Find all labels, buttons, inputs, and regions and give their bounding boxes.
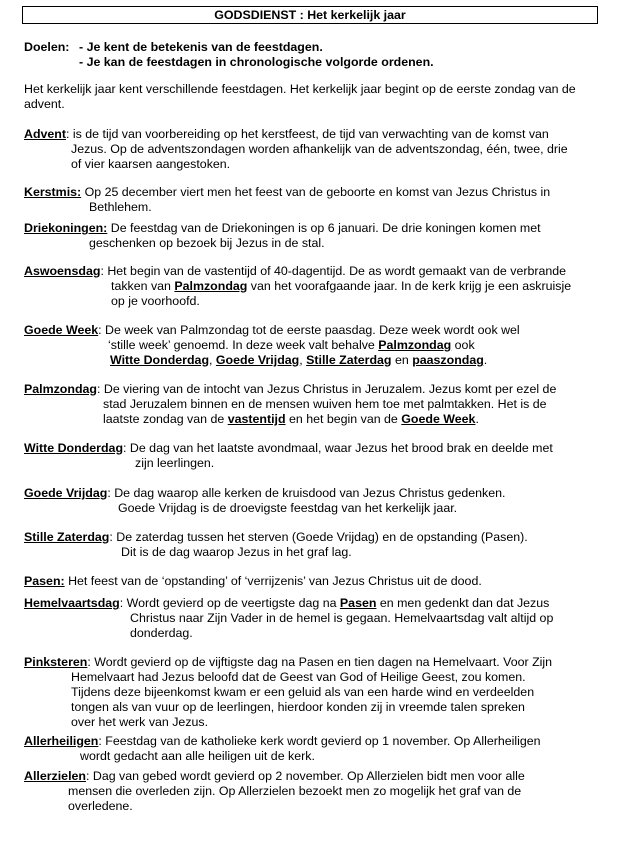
term-palmzondag: Palmzondag: [24, 382, 97, 396]
entry-text: : De dag van het laatste avondmaal, waar Jezus het brood brak en deelde met: [123, 441, 553, 455]
entry-driekoningen: [24, 221, 584, 251]
entry-text: Jezus. Op de adventszondagen worden afhankelijk van de adventszondag, één, twee, drie: [71, 142, 568, 156]
ref-witte-donderdag: Witte Donderdag: [110, 353, 210, 367]
goal-item: - Je kan de feestdagen in chronologische volgorde ordenen.: [79, 55, 434, 69]
ref-stille-zaterdag: Stille Zaterdag: [306, 353, 392, 367]
ref-paaszondag: paaszondag: [412, 353, 484, 367]
entry-goede-week: [24, 323, 584, 368]
entry-text: en men gedenkt dan dat Jezus: [376, 596, 550, 610]
separator: .: [483, 353, 488, 367]
entry-text: Op 25 december viert men het feest van de geboorte en komst van Jezus Christus in: [81, 185, 551, 199]
ref-pasen: Pasen: [339, 596, 377, 610]
ref-vastentijd: vastentijd: [227, 412, 286, 426]
entry-text: overledene.: [68, 799, 133, 813]
entry-text: : Feestdag van de katholieke kerk wordt gevierd op 1 november. Op Allerheiligen: [98, 734, 541, 748]
entry-pinksteren: [24, 655, 584, 730]
term-advent: Advent: [24, 127, 66, 141]
entry-text: ‘stille week’ genoemd. In deze week valt behalve: [108, 338, 379, 352]
entry-text: : Wordt gevierd op de veertigste dag na: [119, 596, 340, 610]
entry-text: Tijdens deze bijeenkomst kwam er een geluid als van een harde wind en verdeelden: [71, 685, 535, 699]
page-title: GODSDIENST : Het kerkelijk jaar: [22, 6, 598, 24]
entry-text: : Wordt gevierd op de vijftigste dag na Pasen en tien dagen na Hemelvaart. Voor Zijn: [87, 655, 553, 669]
entry-text: : Dag van gebed wordt gevierd op 2 november. Op Allerzielen bidt men voor alle: [85, 769, 525, 783]
separator: en: [391, 353, 413, 367]
term-goede-vrijdag: Goede Vrijdag: [24, 486, 108, 500]
entry-aswoensdag: [24, 264, 584, 309]
term-driekoningen: Driekoningen:: [24, 221, 108, 235]
entry-text: : is de tijd van voorbereiding op het kerstfeest, de tijd van verwachting van de komst van: [66, 127, 549, 141]
entry-text: Christus naar Zijn Vader in de hemel is gegaan. Hemelvaartsdag valt altijd op: [130, 611, 554, 625]
entry-palmzondag: [24, 382, 584, 427]
entry-witte-donderdag: [24, 441, 584, 471]
entry-text: en het begin van de: [285, 412, 402, 426]
term-stille-zaterdag: Stille Zaterdag: [24, 530, 110, 544]
entry-text: : De zaterdag tussen het sterven (Goede Vrijdag) en de opstanding (Pasen).: [109, 530, 528, 544]
entry-text: zijn leerlingen.: [135, 456, 215, 470]
entry-stille-zaterdag: [24, 530, 584, 560]
goal-item: - Je kent de betekenis van de feestdagen.: [79, 40, 323, 54]
entry-text: ook: [451, 338, 475, 352]
ref-palmzondag: Palmzondag: [174, 279, 248, 293]
separator: ,: [299, 353, 307, 367]
entry-text: : De dag waarop alle kerken de kruisdood van Jezus Christus gedenken.: [107, 486, 506, 500]
entry-kerstmis: [24, 185, 584, 215]
entry-text: wordt gedacht aan alle heiligen uit de kerk.: [80, 749, 315, 763]
ref-palmzondag: Palmzondag: [378, 338, 452, 352]
entry-text: op je voorhoofd.: [111, 294, 200, 308]
entry-text: Dit is de dag waarop Jezus in het graf lag.: [121, 545, 352, 559]
entry-text: stad Jeruzalem binnen en de mensen wuiven hem toe met palmtakken. Het is de: [103, 397, 547, 411]
entry-advent: [24, 127, 584, 172]
term-allerzielen: Allerzielen: [24, 769, 86, 783]
entry-text: : Het begin van de vastentijd of 40-dagentijd. De as wordt gemaakt van de verbrande: [100, 264, 567, 278]
term-pinksteren: Pinksteren: [24, 655, 88, 669]
entry-text: Bethlehem.: [89, 200, 152, 214]
separator: .: [475, 412, 479, 426]
separator: ,: [209, 353, 216, 367]
entry-allerheiligen: [24, 734, 584, 764]
entry-text: mensen die overleden zijn. Op Allerzielen bezoekt men zo mogelijk het graf van de: [68, 784, 522, 798]
entry-text: : De week van Palmzondag tot de eerste paasdag. Deze week wordt ook wel: [98, 323, 520, 337]
entry-text: laatste zondag van de: [103, 412, 228, 426]
entry-hemelvaartsdag: [24, 596, 584, 641]
entry-pasen: [24, 574, 584, 589]
term-hemelvaartsdag: Hemelvaartsdag: [24, 596, 120, 610]
entry-text: Hemelvaart had Jezus beloofd dat de Geest van God of Heilige Geest, zou komen.: [71, 670, 526, 684]
term-goede-week: Goede Week: [24, 323, 99, 337]
entry-allerzielen: [24, 769, 584, 814]
entry-text: : De viering van de intocht van Jezus Christus in Jeruzalem. Jezus komt per ezel de: [96, 382, 557, 396]
entry-text: Het feest van de ‘opstanding’ of ‘verrijzenis’ van Jezus Christus uit de dood.: [64, 574, 482, 588]
entry-goede-vrijdag: [24, 486, 584, 516]
entry-text: donderdag.: [130, 626, 193, 640]
term-kerstmis: Kerstmis:: [24, 185, 82, 199]
ref-goede-vrijdag: Goede Vrijdag: [215, 353, 300, 367]
entry-text: over het werk van Jezus.: [71, 715, 209, 729]
entry-text: geschenken op bezoek bij Jezus in de stal.: [89, 236, 325, 250]
term-aswoensdag: Aswoensdag: [24, 264, 101, 278]
entry-text: De feestdag van de Driekoningen is op 6 januari. De drie koningen komen met: [107, 221, 541, 235]
entry-text: takken van: [111, 279, 175, 293]
entry-text: van het voorafgaande jaar. In de kerk krijg je een askruisje: [247, 279, 572, 293]
entry-text: of vier kaarsen aangestoken.: [71, 157, 231, 171]
entry-text: Goede Vrijdag is de droevigste feestdag van het kerkelijk jaar.: [118, 501, 458, 515]
entry-text: tongen als van vuur op de leerlingen, hierdoor konden zij in vreemde talen spreken: [71, 700, 525, 714]
term-witte-donderdag: Witte Donderdag: [24, 441, 124, 455]
term-allerheiligen: Allerheiligen: [24, 734, 99, 748]
term-pasen: Pasen:: [24, 574, 65, 588]
ref-goede-week: Goede Week: [401, 412, 476, 426]
intro-paragraph: Het kerkelijk jaar kent verschillende feestdagen. Het kerkelijk jaar begint op de eerste zondag van de advent.: [24, 82, 576, 111]
goals-label: Doelen:: [24, 40, 70, 54]
